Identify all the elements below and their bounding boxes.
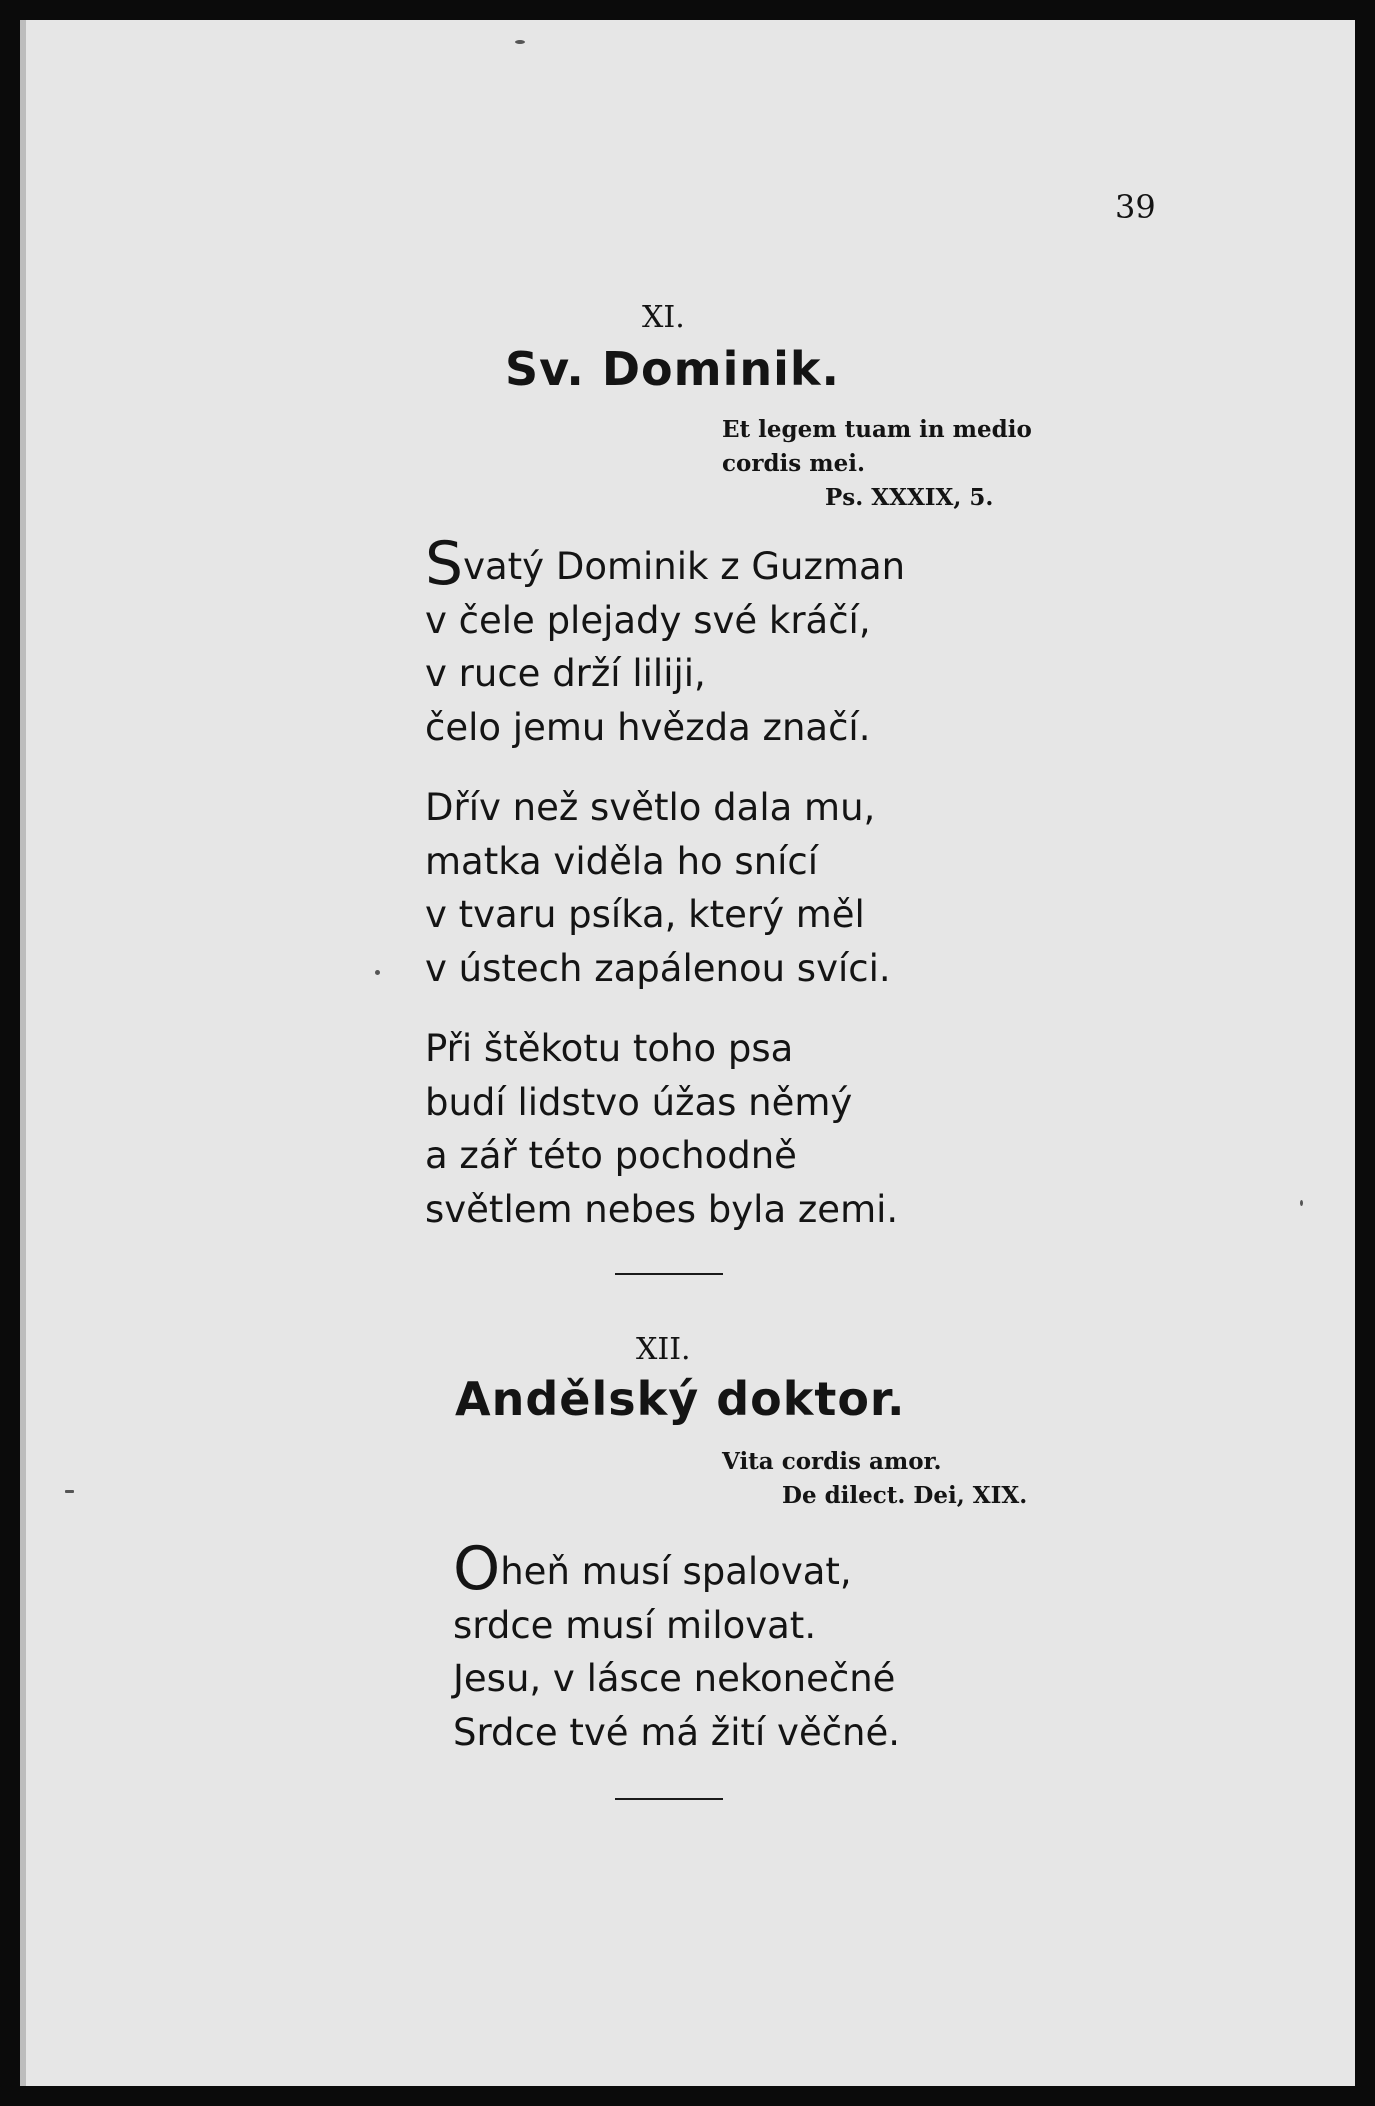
section-divider: [615, 1798, 723, 1800]
poem-line: v tvaru psíka, který měl: [425, 893, 865, 936]
drop-cap: S: [425, 529, 464, 599]
scan-speck: [65, 1490, 74, 1493]
scan-speck: [515, 40, 525, 44]
section-11-title: Sv. Dominik.: [505, 342, 840, 396]
motto-line-2: cordis mei.: [722, 450, 865, 477]
stanza-1: [425, 529, 906, 754]
poem-line: světlem nebes byla zemi.: [425, 1187, 899, 1231]
motto-reference: Ps. XXXIX, 5.: [825, 484, 994, 511]
page-edge-shadow: [20, 20, 26, 2086]
poem-line: v čele plejady své kráčí,: [425, 598, 871, 642]
section-12-numeral: XII.: [636, 1332, 691, 1367]
section-12-poem: [453, 1534, 901, 1786]
section-12-title: Andělský doktor.: [455, 1372, 906, 1426]
book-page: [20, 20, 1355, 2086]
poem-line: Svatý Dominik z Guzman: [425, 529, 906, 599]
motto-line-1: Et legem tuam in medio: [722, 416, 1032, 443]
poem-line: matka viděla ho snící: [425, 839, 819, 883]
section-11-motto: [722, 413, 1032, 515]
poem-line: čelo jemu hvězda značí.: [425, 705, 871, 749]
scan-speck: [375, 970, 380, 975]
poem-line: v ústech zapálenou svíci.: [425, 946, 891, 990]
poem-line: budí lidstvo úžas němý: [425, 1080, 853, 1124]
poem-line: Jesu, v lásce nekonečné: [453, 1657, 896, 1700]
stanza-3: [425, 1022, 905, 1236]
page-number: 39: [1115, 188, 1156, 226]
poem-line: Dřív než světlo dala mu,: [425, 786, 876, 829]
poem-line: srdce musí milovat.: [453, 1603, 817, 1647]
motto-reference: De dilect. Dei, XIX.: [782, 1482, 1028, 1509]
poem-line: v ruce drží liliji,: [425, 652, 706, 695]
stanza-2: [425, 781, 905, 995]
stanza-1: [453, 1534, 901, 1759]
scan-speck: [1300, 1200, 1303, 1206]
section-12-motto: [722, 1445, 1027, 1513]
poem-line: a zář této pochodně: [425, 1134, 797, 1177]
poem-line: Oheň musí spalovat,: [453, 1534, 852, 1604]
poem-line: Srdce tvé má žití věčné.: [453, 1710, 901, 1754]
drop-cap: O: [453, 1534, 501, 1604]
poem-line: Při štěkotu toho psa: [425, 1027, 794, 1070]
section-11-numeral: XI.: [642, 300, 685, 335]
motto-line-1: Vita cordis amor.: [722, 1448, 942, 1475]
section-divider: [615, 1273, 723, 1275]
section-11-poem: [425, 529, 906, 1263]
